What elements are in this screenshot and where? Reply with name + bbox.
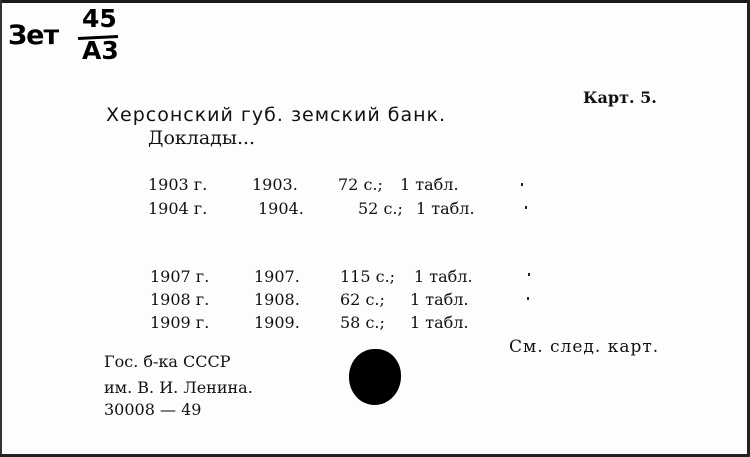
library-stamp-line-2: им. В. И. Ленина.: [104, 378, 253, 397]
entry-pages: 62 с.;: [340, 290, 385, 309]
handwritten-denominator: А3: [82, 36, 119, 65]
entry-pages: 115 с.;: [340, 267, 396, 286]
entry-tables: 1 табл.: [416, 199, 475, 218]
entry-publication-year: 1903.: [252, 175, 298, 194]
entry-year: 1909 г.: [150, 313, 210, 332]
entry-tables: 1 табл.: [400, 175, 459, 194]
entry-tables: 1 табл.: [410, 313, 469, 332]
card-top-edge: [0, 0, 750, 3]
card-heading: Херсонский губ. земский банк.: [106, 104, 447, 126]
entry-publication-year: 1904.: [258, 199, 304, 218]
entry-tables: 1 табл.: [410, 290, 469, 309]
entry-year: 1904 г.: [148, 199, 208, 218]
library-stamp-line-1: Гос. б-ка СССР: [104, 352, 231, 371]
card-number: Карт. 5.: [583, 88, 657, 107]
entry-pages: 52 с.;: [358, 199, 403, 218]
entry-year: 1907 г.: [150, 267, 210, 286]
ink-speck: [521, 183, 523, 186]
entry-tables: 1 табл.: [414, 267, 473, 286]
entry-publication-year: 1907.: [254, 267, 300, 286]
ink-speck: [528, 273, 530, 276]
card-subheading: Доклады...: [148, 127, 256, 149]
see-next-card-note: См. след. карт.: [509, 337, 660, 357]
entry-year: 1903 г.: [148, 175, 208, 194]
handwritten-prefix: Зет: [8, 20, 59, 51]
ink-speck: [527, 297, 529, 300]
ink-speck: [525, 206, 527, 209]
entry-pages: 58 с.;: [340, 313, 385, 332]
library-stamp-line-3: 30008 — 49: [104, 400, 202, 419]
entry-year: 1908 г.: [150, 290, 210, 309]
entry-publication-year: 1908.: [254, 290, 300, 309]
card-left-edge: [0, 0, 2, 457]
handwritten-numerator: 45: [82, 4, 117, 33]
ink-blot: [349, 349, 401, 405]
entry-pages: 72 с.;: [338, 175, 383, 194]
entry-publication-year: 1909.: [254, 313, 300, 332]
